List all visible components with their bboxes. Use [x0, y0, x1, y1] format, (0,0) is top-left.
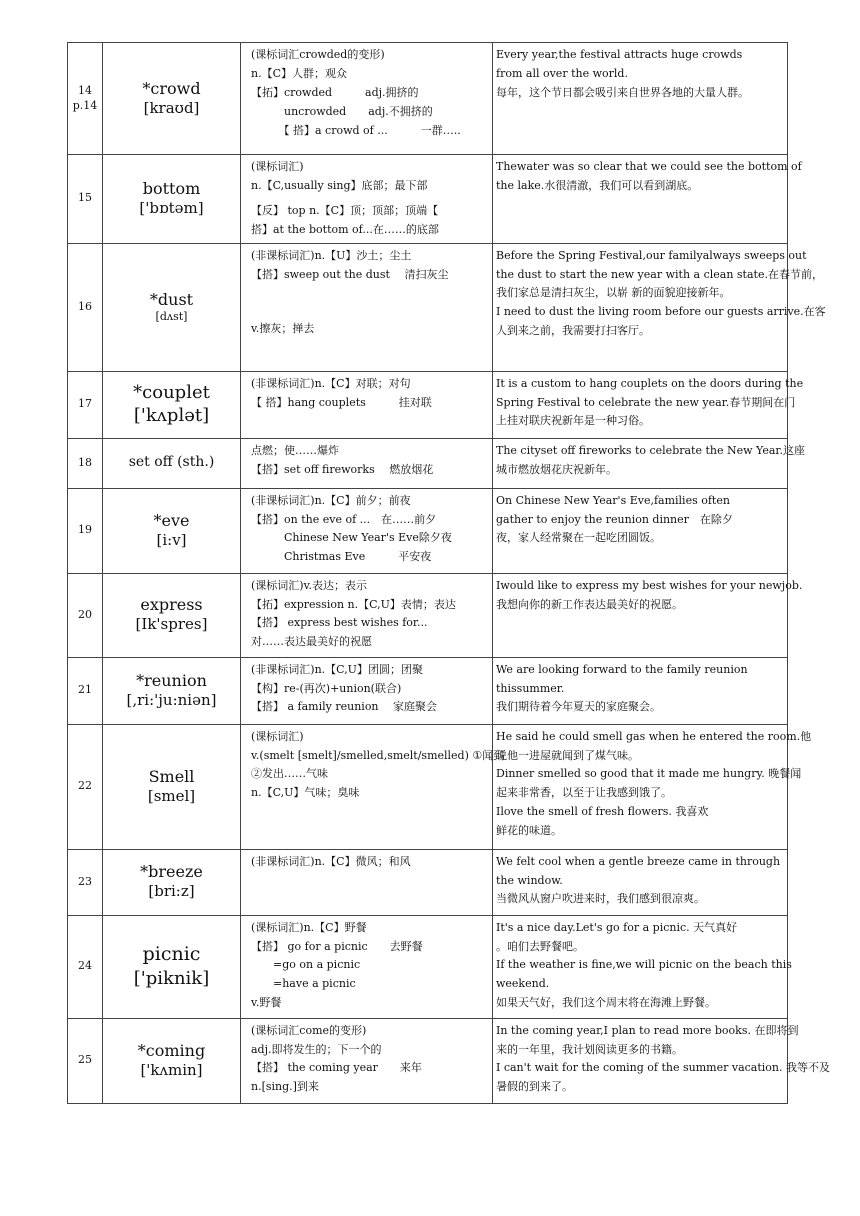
example-line: 鲜花的味道。: [496, 824, 562, 838]
word-cell: [103, 243, 241, 371]
entry-number-text: 16: [78, 299, 92, 313]
headword: *breeze: [140, 862, 203, 882]
note-line: 【 搭】a crowd of ... 一群…..: [251, 123, 461, 137]
example-line: 说他一进屋就闻到了煤气味。: [496, 748, 639, 762]
note-line: 【反】 top n.【C】顶；顶部；顶端【: [251, 203, 439, 217]
example-line: On Chinese New Year's Eve,families often: [496, 493, 730, 507]
headword: *crowd: [142, 78, 201, 98]
note-line: (非课标词汇)n.【U】沙土；尘土: [251, 248, 412, 262]
example-line: He said he could smell gas when he entered the room.他: [496, 729, 812, 743]
headword: set off (sth.): [128, 454, 215, 471]
example-cell: [493, 438, 805, 488]
example-line: Dinner smelled so good that it made me hungry. 晚餐闻: [496, 767, 802, 781]
example-line: 我们家总是清扫灰尘，以崭 新的面貌迎接新年。: [496, 286, 731, 300]
page-reference: p.14: [72, 98, 98, 112]
example-line: from all over the world.: [496, 66, 628, 80]
note-line: v.擦灰；掸去: [251, 322, 315, 336]
entry-number: [68, 724, 103, 849]
table-row: [68, 155, 788, 244]
entry-number: [68, 849, 103, 915]
headword: bottom: [142, 179, 201, 199]
vocabulary-table: [67, 42, 830, 1104]
note-line: 【构】re-(再次)+union(联合): [251, 681, 402, 695]
note-line: uncrowded adj.不拥挤的: [251, 104, 433, 118]
entry-number: [68, 438, 103, 488]
note-line: =go on a picnic: [251, 958, 361, 972]
entry-number: [68, 915, 103, 1018]
note-line: 【搭】set off fireworks 燃放烟花: [251, 462, 434, 476]
entry-number-text: 22: [78, 779, 92, 793]
example-cell: [493, 488, 788, 573]
phonetic: [Ik'spres]: [135, 615, 208, 634]
word-cell: [103, 155, 241, 244]
headword: *coming: [137, 1040, 206, 1060]
example-line: 如果天气好，我们这个周末将在海滩上野餐。: [496, 996, 716, 1010]
example-line: 上挂对联庆祝新年是一种习俗。: [496, 414, 650, 428]
word-cell: [103, 849, 241, 915]
notes-cell: [241, 371, 493, 438]
table-row: [68, 438, 788, 488]
entry-number-text: 14: [78, 83, 92, 97]
example-line: 人到来之前，我需要打扫客厅。: [496, 324, 650, 338]
headword: *eve: [153, 510, 190, 530]
example-line: gather to enjoy the reunion dinner 在除夕: [496, 512, 733, 526]
phonetic: [i:v]: [156, 530, 187, 549]
notes-cell: [241, 849, 493, 915]
entry-number-text: 21: [78, 683, 92, 697]
example-line: Iwould like to express my best wishes for your newjob.: [496, 578, 803, 592]
table-row: [68, 43, 788, 155]
table-row: [68, 1018, 788, 1103]
example-cell: [493, 849, 788, 915]
example-line: 暑假的到来了。: [496, 1080, 573, 1094]
example-line: the dust to start the new year with a clean state.在春节前，: [496, 267, 823, 281]
example-line: I need to dust the living room before our guests arrive.在客: [496, 305, 826, 319]
example-line: We felt cool when a gentle breeze came in through: [496, 854, 781, 868]
notes-cell: [241, 915, 493, 1018]
entry-number-text: 24: [78, 959, 92, 973]
example-cell: [493, 243, 826, 371]
note-line: 【搭】 a family reunion 家庭聚会: [251, 700, 438, 714]
note-line: 【拓】expression n.【C,U】表情；表达: [251, 597, 456, 611]
entry-number-text: 17: [78, 397, 92, 411]
word-cell: [103, 724, 241, 849]
entry-number-text: 15: [78, 191, 92, 205]
note-line: (课标词汇)n.【C】野餐: [251, 920, 367, 934]
note-line: n.【C,U】气味；臭味: [251, 786, 360, 800]
phonetic: [smel]: [147, 786, 196, 805]
example-line: 。咱们去野餐吧。: [496, 939, 584, 953]
example-cell: [493, 155, 802, 244]
entry-number: [68, 657, 103, 724]
headword: *dust: [149, 289, 194, 309]
entry-number: [68, 371, 103, 438]
entry-number-text: 19: [78, 523, 92, 537]
notes-cell: [241, 438, 493, 488]
note-line: n.[sing.]到来: [251, 1080, 319, 1094]
table-row: [68, 657, 788, 724]
table-row: [68, 371, 788, 438]
phonetic: ['kʌmin]: [140, 1060, 203, 1079]
note-line: (非课标词汇)n.【C】对联；对句: [251, 376, 411, 390]
example-line: Before the Spring Festival,our familyalways sweeps out: [496, 248, 807, 262]
note-line: 搭】at the bottom of...在……的底部: [251, 222, 439, 236]
example-line: In the coming year,I plan to read more books. 在即将到: [496, 1023, 799, 1037]
headword: express: [140, 595, 203, 615]
note-line: (非课标词汇)n.【C】微风；和风: [251, 854, 411, 868]
word-cell: [103, 1018, 241, 1103]
example-line: If the weather is fine,we will picnic on the beach this: [496, 958, 792, 972]
example-line: Ilove the smell of fresh flowers. 我喜欢: [496, 805, 709, 819]
note-line: (课标词汇crowded的变形): [251, 48, 385, 61]
note-line: 【搭】 express best wishes for...: [251, 616, 428, 630]
note-line: 【拓】crowded adj.拥挤的: [251, 85, 419, 99]
note-line: 点燃；使……爆炸: [251, 443, 339, 457]
headword: picnic: [142, 943, 201, 966]
note-line: v.野餐: [251, 996, 282, 1010]
note-line: Chinese New Year's Eve除夕夜: [251, 531, 452, 545]
notes-cell: [241, 724, 505, 849]
entry-number-text: 20: [78, 607, 92, 621]
example-line: 我们期待着今年夏天的家庭聚会。: [496, 700, 661, 714]
notes-cell: [241, 657, 493, 724]
headword: *couplet: [133, 381, 210, 403]
note-line: n.【C,usually sing】底部；最下部: [251, 178, 428, 192]
example-line: 我想向你的新工作表达最美好的祝愿。: [496, 597, 683, 611]
word-cell: [103, 438, 241, 488]
phonetic: [,ri:'ju:niən]: [126, 690, 217, 709]
example-cell: [493, 657, 788, 724]
note-line: 【 搭】hang couplets 挂对联: [251, 395, 432, 409]
example-line: 当微风从窗户吹进来时，我们感到很凉爽。: [496, 892, 705, 906]
entry-number-text: 25: [78, 1053, 92, 1067]
notes-cell: [241, 573, 493, 657]
example-cell: [493, 43, 788, 155]
note-line: v.(smelt [smelt]/smelled,smelt/smelled) ①闻到: [251, 748, 505, 762]
note-line: (课标词汇come的变形): [251, 1023, 367, 1037]
note-line: 【搭】 the coming year 来年: [251, 1061, 422, 1075]
note-line: Christmas Eve 平安夜: [251, 550, 432, 564]
notes-cell: [241, 155, 493, 244]
word-cell: [103, 915, 241, 1018]
notes-cell: [241, 488, 493, 573]
phonetic: [dʌst]: [155, 309, 188, 323]
example-cell: [493, 371, 804, 438]
note-line: 【搭】sweep out the dust 清扫灰尘: [251, 267, 449, 281]
example-line: It is a custom to hang couplets on the doors during the: [496, 376, 804, 390]
word-cell: [103, 43, 241, 155]
example-line: 城市燃放烟花庆祝新年。: [496, 462, 617, 476]
headword: Smell: [148, 766, 195, 786]
phonetic: [kraʊd]: [143, 98, 200, 117]
notes-cell: [241, 1018, 493, 1103]
table-row: [68, 724, 788, 849]
entry-number: [68, 1018, 103, 1103]
phonetic: ['kʌplət]: [133, 405, 210, 427]
word-cell: [103, 657, 241, 724]
example-line: the lake.水很清澈，我们可以看到湖底。: [496, 178, 699, 192]
entry-number: [68, 243, 103, 371]
example-line: Every year,the festival attracts huge crowds: [496, 48, 743, 61]
example-line: 每年，这个节日都会吸引来自世界各地的大量人群。: [496, 85, 749, 99]
phonetic: [bri:z]: [148, 882, 195, 901]
example-line: 来的一年里，我计划阅读更多的书籍。: [496, 1042, 683, 1056]
example-line: 起来非常香，以至于让我感到饿了。: [496, 786, 672, 800]
example-cell: [493, 724, 812, 849]
example-line: the window.: [496, 873, 563, 887]
word-cell: [103, 371, 241, 438]
example-line: Spring Festival to celebrate the new year.春节期间在门: [496, 395, 796, 409]
note-line: (非课标词汇)n.【C,U】团圆；团聚: [251, 662, 423, 676]
note-line: (非课标词汇)n.【C】前夕；前夜: [251, 493, 411, 507]
headword: *reunion: [136, 670, 207, 690]
phonetic: ['bɒtəm]: [139, 199, 204, 218]
note-line: (课标词汇): [251, 160, 304, 173]
entry-number: [68, 155, 103, 244]
example-line: The cityset off fireworks to celebrate the New Year.这座: [496, 443, 805, 457]
table-row: [68, 243, 788, 371]
note-line: 对……表达最美好的祝愿: [251, 635, 372, 649]
example-line: We are looking forward to the family reunion: [496, 662, 748, 676]
notes-cell: [241, 243, 493, 371]
note-line: 【搭】 go for a picnic 去野餐: [251, 939, 423, 953]
entry-number: [68, 488, 103, 573]
notes-cell: [241, 43, 493, 155]
note-line: 【搭】on the eve of ... 在……前夕: [251, 512, 437, 526]
table-row: [68, 915, 788, 1018]
note-line: (课标词汇): [251, 729, 304, 743]
entry-number: [68, 573, 103, 657]
note-line: n.【C】人群；观众: [251, 66, 347, 80]
note-line: (课标词汇)v.表达；表示: [251, 578, 367, 592]
example-line: I can't wait for the coming of the summer vacation. 我等不及: [496, 1061, 830, 1075]
note-line: =have a picnic: [251, 977, 356, 991]
phonetic: ['piknik]: [133, 967, 210, 989]
example-cell: [493, 915, 792, 1018]
note-line: ②发出……气味: [251, 767, 328, 781]
example-line: weekend.: [496, 977, 550, 991]
entry-number-text: 18: [78, 455, 92, 469]
table-row: [68, 849, 788, 915]
example-line: Thewater was so clear that we could see the bottom of: [496, 160, 802, 173]
word-cell: [103, 488, 241, 573]
example-line: thissummer.: [496, 681, 565, 695]
example-line: It's a nice day.Let's go for a picnic. 天气真好: [496, 920, 738, 934]
example-cell: [493, 573, 803, 657]
example-line: 夜，家人经常聚在一起吃团圆饭。: [496, 531, 661, 545]
entry-number-text: 23: [78, 874, 92, 888]
note-line: adj.即将发生的；下一个的: [251, 1042, 382, 1056]
word-cell: [103, 573, 241, 657]
table-row: [68, 573, 788, 657]
entry-number: [68, 43, 103, 155]
example-cell: [493, 1018, 830, 1103]
table-row: [68, 488, 788, 573]
